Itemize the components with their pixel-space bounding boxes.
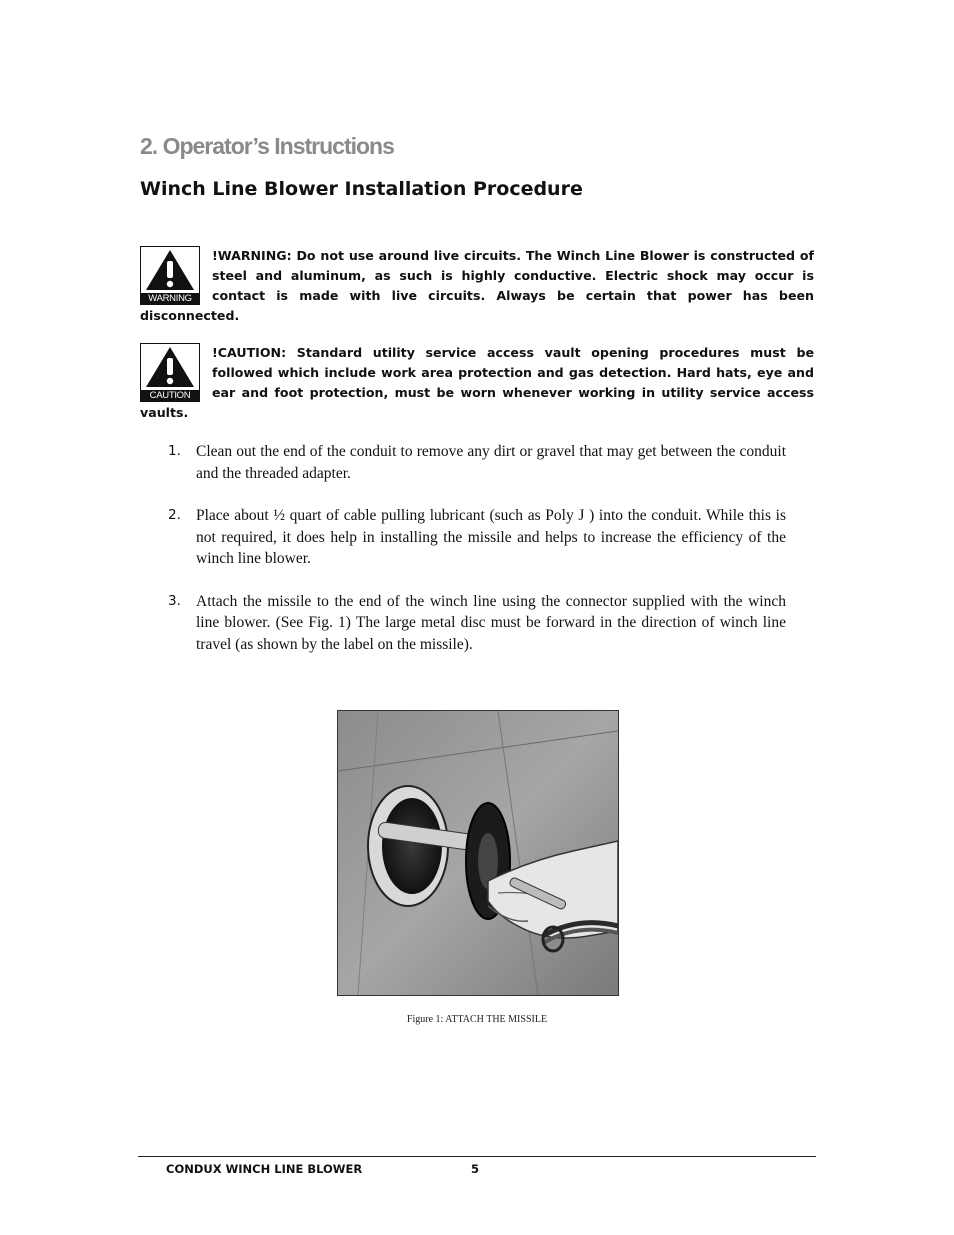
- figure-caption: Figure 1: ATTACH THE MISSILE: [406, 1014, 548, 1025]
- warning-notice: [140, 246, 814, 326]
- step-number: 2.: [168, 507, 181, 523]
- procedure-title: Winch Line Blower Installation Procedure: [140, 178, 583, 200]
- step-number: 1.: [168, 443, 181, 459]
- caution-notice: [140, 343, 814, 423]
- caution-text: !CAUTION: Standard utility service access vault opening procedures must be followed which include work area protection and gas detection. Hard hats, eye and ear and foot protection, must be worn whenever working in utility service access vaults.: [140, 345, 814, 420]
- step-text: Attach the missile to the end of the winch line using the connector supplied with the winch line blower. (See Fig. 1) The large metal disc must be forward in the direction of winch line travel (as shown by the label on the missile).: [196, 592, 786, 653]
- caution-sign-icon: [140, 343, 200, 402]
- list-item: [168, 591, 786, 656]
- warning-sign-label: WARNING: [141, 293, 199, 304]
- page-number: 5: [471, 1162, 480, 1176]
- section-title: 2. Operator’s Instructions: [140, 133, 394, 159]
- list-item: [168, 441, 786, 484]
- list-item: [168, 505, 786, 570]
- step-text: Clean out the end of the conduit to remove any dirt or gravel that may get between the conduit and the threaded adapter.: [196, 443, 786, 482]
- warning-sign-icon: [140, 246, 200, 305]
- caution-sign-label: CAUTION: [141, 390, 199, 401]
- procedure-steps: [168, 441, 786, 676]
- footer-divider: [138, 1156, 816, 1157]
- missile-photo: [337, 710, 619, 996]
- warning-text: !WARNING: Do not use around live circuits. The Winch Line Blower is constructed of steel and aluminum, as such is highly conductive. Electric shock may occur is contact is made with live circuits. Always be certain that power has been disconnected.: [140, 248, 814, 323]
- step-number: 3.: [168, 592, 181, 609]
- step-text: Place about ½ quart of cable pulling lubricant (such as Poly J ) into the conduit. While this is not required, it does help in installing the missile and helps to increase the efficiency of the winch line blower.: [196, 507, 786, 567]
- footer-product-name: CONDUX WINCH LINE BLOWER: [166, 1162, 363, 1176]
